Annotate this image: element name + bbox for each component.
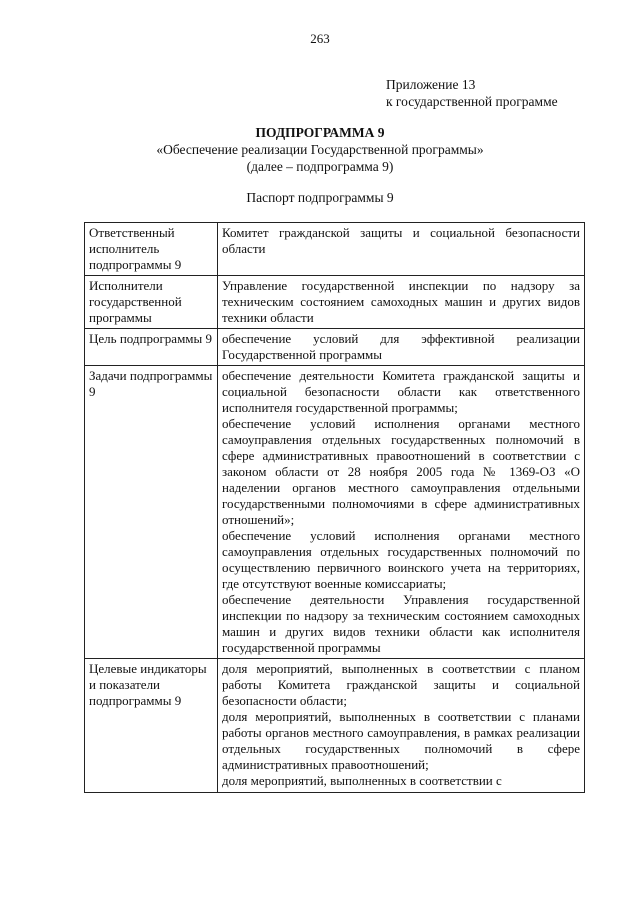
row-value [218, 329, 585, 366]
row-paragraph: обеспечение условий исполнения органами местного самоуправления отдельных государственных полномочий в сфере административных правоотношений в соответствии с законом области от 28 ноября 2005 года № 1369-ОЗ «О наделении органов местного самоуправления отдельными государственными полномочиями в сфере административных отношений»; [222, 416, 580, 527]
page-number: 263 [310, 31, 330, 46]
table-row [85, 329, 585, 366]
row-label: Цель подпрограммы 9 [85, 329, 218, 366]
row-label: Исполнители государственной программы [85, 276, 218, 329]
row-paragraph: Комитет гражданской защиты и социальной безопасности области [222, 225, 580, 256]
row-paragraph: обеспечение деятельности Комитета гражданской защиты и социальной безопасности области как ответственного исполнителя государственной программы; [222, 368, 580, 415]
passport-table [84, 222, 585, 793]
row-value [218, 366, 585, 659]
subprogram-note: (далее – подпрограмма 9) [246, 159, 394, 174]
table-row [85, 276, 585, 329]
table-row [85, 366, 585, 659]
subprogram-name: «Обеспечение реализации Государственной программы» [156, 142, 484, 157]
row-label: Ответственный исполнитель подпрограммы 9 [85, 223, 218, 276]
passport-title: Паспорт подпрограммы 9 [246, 190, 394, 205]
row-paragraph: обеспечение условий исполнения органами местного самоуправления отдельных государственных полномочий по осуществлению первичного воинского учета на территориях, где отсутствуют военные комиссариаты; [222, 528, 580, 591]
row-paragraph: обеспечение деятельности Управления государственной инспекции по надзору за техническим состоянием самоходных машин и других видов техники области как исполнителя государственной программы [222, 592, 580, 655]
table-row [85, 659, 585, 793]
row-value [218, 223, 585, 276]
row-label: Задачи подпрограммы 9 [85, 366, 218, 659]
appendix-note [386, 76, 558, 110]
appendix-line-1: Приложение 13 [386, 77, 476, 92]
row-value [218, 659, 585, 793]
row-value [218, 276, 585, 329]
row-paragraph: обеспечение условий для эффективной реализации Государственной программы [222, 331, 580, 362]
row-paragraph: Управление государственной инспекции по надзору за техническим состоянием самоходных машин и других видов техники области [222, 278, 580, 325]
row-paragraph: доля мероприятий, выполненных в соответствии с [222, 773, 502, 788]
subprogram-title [0, 124, 640, 175]
table-row [85, 223, 585, 276]
row-paragraph: доля мероприятий, выполненных в соответствии с планом работы Комитета гражданской защиты и социальной безопасности области; [222, 661, 580, 708]
subprogram-heading: ПОДПРОГРАММА 9 [255, 125, 385, 140]
appendix-line-2: к государственной программе [386, 94, 558, 109]
row-label: Целевые индикаторы и показатели подпрограммы 9 [85, 659, 218, 793]
row-paragraph: доля мероприятий, выполненных в соответствии с планами работы органов местного самоуправления, в рамках реализации отдельных государственных полномочий в сфере административных правоотношений; [222, 709, 580, 772]
